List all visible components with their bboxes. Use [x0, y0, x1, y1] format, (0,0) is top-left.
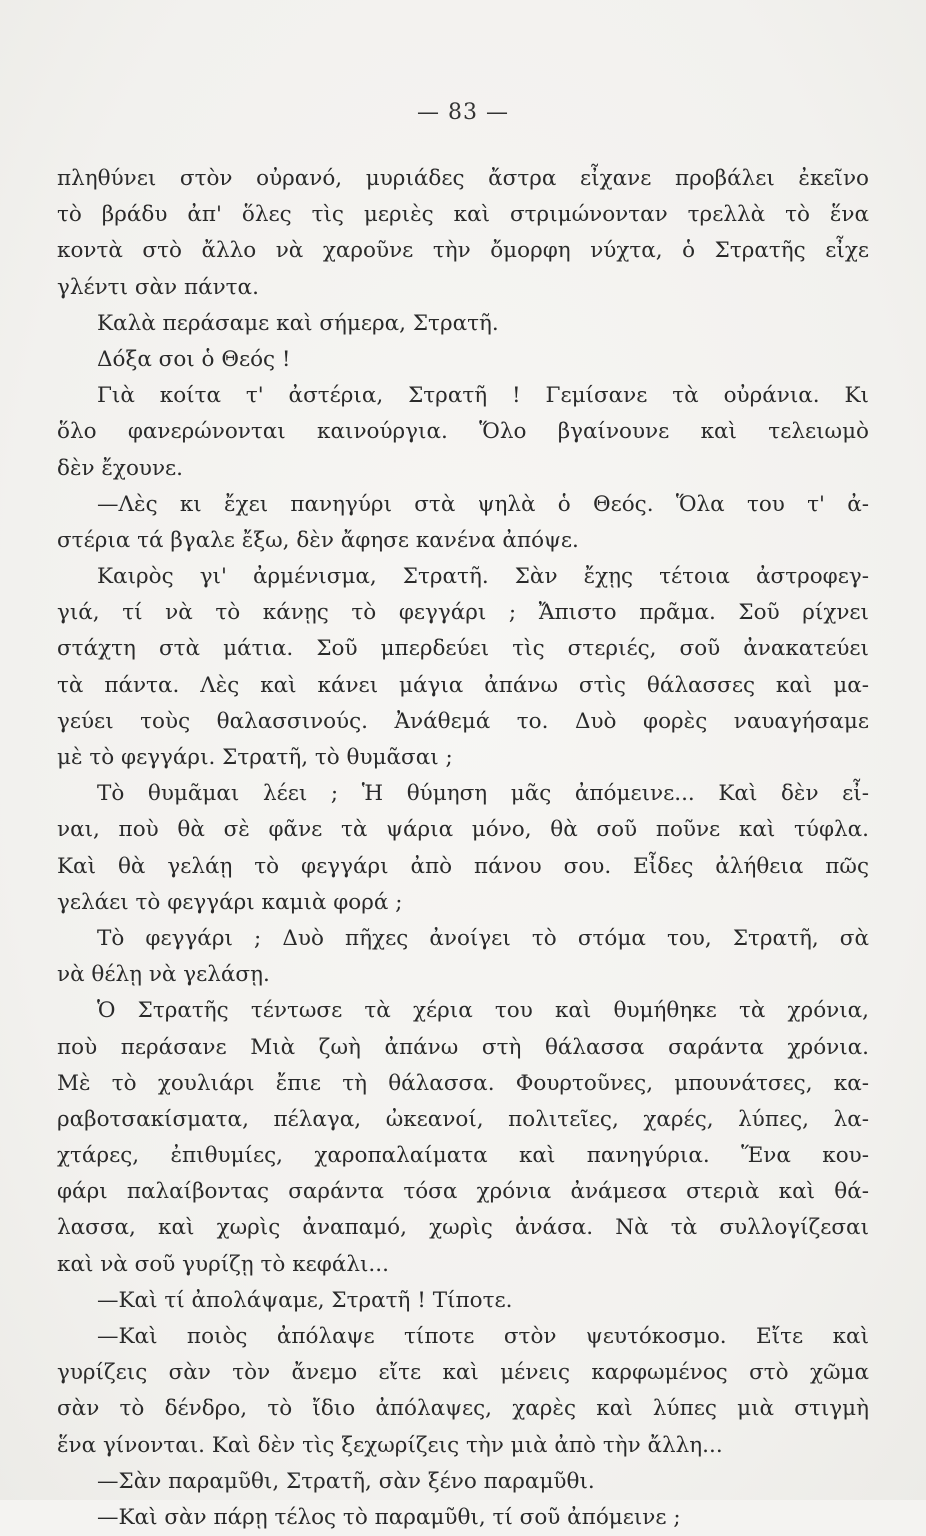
- text-line: γελάει τὸ φεγγάρι καμιὰ φορά ;: [57, 889, 403, 915]
- text-line: Καὶ θὰ γελάῃ τὸ φεγγάρι ἀπὸ πάνου σου. Εἶδες ἀλήθεια πῶς: [57, 853, 869, 879]
- text-line: Ὁ Στρατῆς τέντωσε τὰ χέρια του καὶ θυμήθηκε τὰ χρόνια,: [97, 998, 869, 1024]
- text-line: τὸ βράδυ ἀπ' ὅλες τὶς μεριὲς καὶ στριμώνονταν τρελλὰ τὸ ἕνα: [57, 202, 869, 228]
- page-number: — 83 —: [417, 100, 509, 125]
- text-line: —Καὶ τί ἀπολάψαμε, Στρατῆ ! Τίποτε.: [97, 1287, 513, 1313]
- text-line: στέρια τά βγαλε ἔξω, δὲν ἄφησε κανένα ἀπόψε.: [57, 527, 579, 553]
- text-line: γεύει τοὺς θαλασσινούς. Ἀνάθεμά το. Δυὸ φορὲς ναυαγήσαμε: [57, 708, 869, 734]
- text-line: Τὸ φεγγάρι ; Δυὸ πῆχες ἀνοίγει τὸ στόμα του, Στρατῆ, σὰ: [97, 925, 869, 951]
- text-line: τὰ πάντα. Λὲς καὶ κάνει μάγια ἀπάνω στὶς θάλασσες καὶ μα-: [57, 672, 869, 698]
- text-line: σὰν τὸ δένδρο, τὸ ἴδιο ἀπόλαψες, χαρὲς καὶ λύπες μιὰ στιγμὴ: [57, 1396, 869, 1422]
- body-text: [57, 161, 869, 1536]
- text-line: λασσα, καὶ χωρὶς ἀναπαμό, χωρὶς ἀνάσα. Νὰ τὰ συλλογίζεσαι: [57, 1215, 869, 1241]
- text-line: Μὲ τὸ χουλιάρι ἔπιε τὴ θάλασσα. Φουρτοῦνες, μπουνάτσες, κα-: [57, 1070, 869, 1096]
- text-line: χτάρες, ἐπιθυμίες, χαροπαλαίματα καὶ πανηγύρια. Ἕνα κου-: [57, 1143, 869, 1169]
- text-line: Καλὰ περάσαμε καὶ σήμερα, Στρατῆ.: [97, 310, 499, 336]
- text-line: Δόξα σοι ὁ Θεός !: [97, 346, 291, 372]
- text-line: κοντὰ στὸ ἄλλο νὰ χαροῦνε τὴν ὄμορφη νύχτα, ὁ Στρατῆς εἶχε: [57, 238, 869, 264]
- text-line: δὲν ἔχουνε.: [57, 455, 184, 481]
- text-line: —Λὲς κι ἔχει πανηγύρι στὰ ψηλὰ ὁ Θεός. Ὅλα του τ' ἀ-: [97, 491, 869, 517]
- text-line: πληθύνει στὸν οὐρανό, μυριάδες ἄστρα εἶχανε προβάλει ἐκεῖνο: [57, 166, 869, 191]
- text-line: καὶ νὰ σοῦ γυρίζῃ τὸ κεφάλι...: [57, 1251, 389, 1277]
- text-line: Γιὰ κοίτα τ' ἀστέρια, Στρατῆ ! Γεμίσανε τὰ οὐράνια. Κι: [97, 383, 869, 409]
- text-line: ποὺ περάσανε Μιὰ ζωὴ ἀπάνω στὴ θάλασσα σαράντα χρόνια.: [57, 1034, 869, 1060]
- text-line: γυρίζεις σὰν τὸν ἄνεμο εἴτε καὶ μένεις καρφωμένος στὸ χῶμα: [57, 1360, 869, 1386]
- text-line: —Σὰν παραμῦθι, Στρατῆ, σὰν ξένο παραμῦθι.: [97, 1468, 595, 1494]
- text-line: μὲ τὸ φεγγάρι. Στρατῆ, τὸ θυμᾶσαι ;: [57, 745, 453, 770]
- text-line: στάχτη στὰ μάτια. Σοῦ μπερδεύει τὶς στεριές, σοῦ ἀνακατεύει: [57, 636, 869, 662]
- text-line: ἕνα γίνονται. Καὶ δὲν τὶς ξεχωρίζεις τὴν μιὰ ἀπὸ τὴν ἄλλη...: [57, 1432, 723, 1458]
- text-line: γλέντι σὰν πάντα.: [57, 274, 259, 300]
- text-line: —Καὶ σὰν πάρῃ τέλος τὸ παραμῦθι, τί σοῦ ἀπόμεινε ;: [97, 1504, 681, 1530]
- text-line: —Καὶ ποιὸς ἀπόλαψε τίποτε στὸν ψευτόκοσμο. Εἴτε καὶ: [97, 1324, 869, 1349]
- text-line: ὅλο φανερώνονται καινούργια. Ὅλο βγαίνουνε καὶ τελειωμὸ: [57, 419, 869, 445]
- text-line: ναι, ποὺ θὰ σὲ φᾶνε τὰ ψάρια μόνο, θὰ σοῦ ποῦνε καὶ τύφλα.: [57, 817, 869, 843]
- text-line: Καιρὸς γι' ἀρμένισμα, Στρατῆ. Σὰν ἔχῃς τέτοια ἀστροφεγ-: [97, 564, 869, 590]
- text-line: γιά, τί νὰ τὸ κάνῃς τὸ φεγγάρι ; Ἄπιστο πρᾶμα. Σοῦ ρίχνει: [57, 600, 869, 626]
- text-line: φάρι παλαίβοντας σαράντα τόσα χρόνια ἀνάμεσα στεριὰ καὶ θά-: [57, 1179, 869, 1205]
- text-line: ραβοτσακίσματα, πέλαγα, ὠκεανοί, πολιτεῖες, χαρές, λύπες, λα-: [57, 1106, 869, 1132]
- text-line: Τὸ θυμᾶμαι λέει ; Ἡ θύμηση μᾶς ἀπόμεινε... Καὶ δὲν εἶ-: [97, 781, 869, 807]
- text-line: νὰ θέλῃ νὰ γελάσῃ.: [57, 962, 270, 988]
